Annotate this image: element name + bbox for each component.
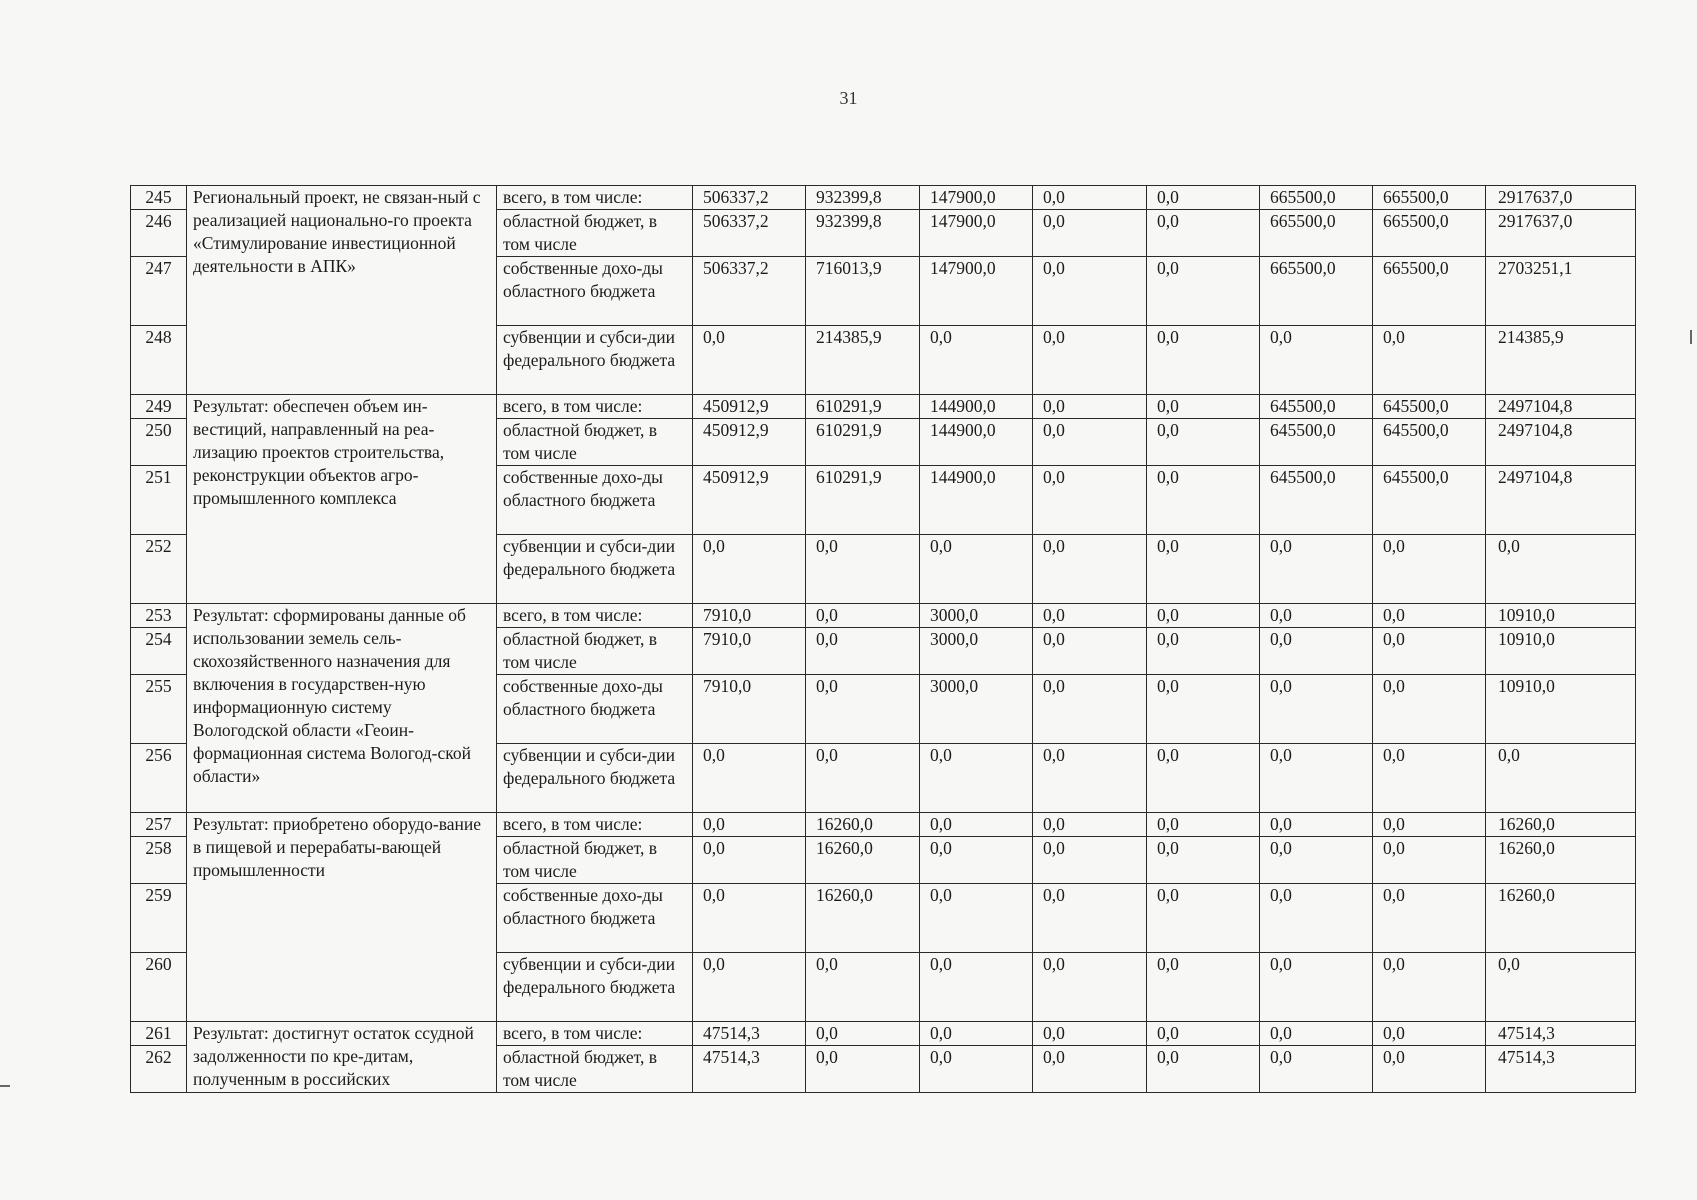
year-value: 645500,0 <box>1260 395 1373 419</box>
year-value: 506337,2 <box>693 257 806 326</box>
budget-table <box>130 185 1636 1093</box>
year-value: 0,0 <box>1033 628 1147 675</box>
funding-source: собственные дохо-ды областного бюджета <box>497 675 693 744</box>
funding-source: собственные дохо-ды областного бюджета <box>497 257 693 326</box>
year-value: 0,0 <box>693 535 806 604</box>
row-number: 245 <box>131 186 187 210</box>
year-value: 47514,3 <box>693 1046 806 1093</box>
year-value: 0,0 <box>1373 837 1486 884</box>
year-value: 0,0 <box>1260 884 1373 953</box>
year-value: 7910,0 <box>693 604 806 628</box>
funding-source: областной бюджет, в том числе <box>497 419 693 466</box>
year-value: 3000,0 <box>920 628 1033 675</box>
year-value: 0,0 <box>1033 953 1147 1022</box>
funding-source: субвенции и субси-дии федерального бюджета <box>497 535 693 604</box>
year-value: 932399,8 <box>806 186 920 210</box>
year-value: 0,0 <box>1260 953 1373 1022</box>
year-value: 0,0 <box>1033 884 1147 953</box>
year-value: 0,0 <box>1033 257 1147 326</box>
year-value: 665500,0 <box>1373 257 1486 326</box>
year-value: 0,0 <box>1147 466 1260 535</box>
total-value: 2703251,1 <box>1486 257 1636 326</box>
row-number: 256 <box>131 744 187 813</box>
table-row <box>131 813 1636 837</box>
year-value: 0,0 <box>806 628 920 675</box>
year-value: 645500,0 <box>1373 419 1486 466</box>
year-value: 0,0 <box>1147 395 1260 419</box>
year-value: 665500,0 <box>1260 210 1373 257</box>
total-value: 47514,3 <box>1486 1046 1636 1093</box>
year-value: 0,0 <box>1033 326 1147 395</box>
year-value: 665500,0 <box>1260 186 1373 210</box>
total-value: 16260,0 <box>1486 813 1636 837</box>
funding-source: всего, в том числе: <box>497 813 693 837</box>
year-value: 0,0 <box>1147 1022 1260 1046</box>
total-value: 0,0 <box>1486 535 1636 604</box>
year-value: 7910,0 <box>693 628 806 675</box>
year-value: 506337,2 <box>693 186 806 210</box>
year-value: 214385,9 <box>806 326 920 395</box>
year-value: 0,0 <box>1373 813 1486 837</box>
total-value: 2497104,8 <box>1486 419 1636 466</box>
year-value: 645500,0 <box>1260 419 1373 466</box>
year-value: 0,0 <box>806 744 920 813</box>
year-value: 47514,3 <box>693 1022 806 1046</box>
year-value: 0,0 <box>1147 813 1260 837</box>
year-value: 0,0 <box>806 604 920 628</box>
item-description: Результат: обеспечен объем ин-вестиций, направленный на реа-лизацию проектов строительства, реконструкции объектов агро-промышленного комплекса <box>187 395 497 604</box>
row-number: 247 <box>131 257 187 326</box>
total-value: 2917637,0 <box>1486 210 1636 257</box>
row-number: 246 <box>131 210 187 257</box>
year-value: 0,0 <box>1147 837 1260 884</box>
year-value: 0,0 <box>1147 884 1260 953</box>
year-value: 0,0 <box>1373 744 1486 813</box>
year-value: 0,0 <box>1260 604 1373 628</box>
year-value: 0,0 <box>1147 628 1260 675</box>
total-value: 16260,0 <box>1486 884 1636 953</box>
funding-source: областной бюджет, в том числе <box>497 628 693 675</box>
scan-edge-mark <box>0 1085 10 1087</box>
year-value: 645500,0 <box>1373 395 1486 419</box>
year-value: 665500,0 <box>1260 257 1373 326</box>
year-value: 0,0 <box>1147 675 1260 744</box>
year-value: 144900,0 <box>920 466 1033 535</box>
year-value: 0,0 <box>1373 675 1486 744</box>
year-value: 7910,0 <box>693 675 806 744</box>
year-value: 0,0 <box>1260 1046 1373 1093</box>
year-value: 0,0 <box>1033 395 1147 419</box>
year-value: 0,0 <box>1147 419 1260 466</box>
year-value: 0,0 <box>1373 535 1486 604</box>
row-number: 259 <box>131 884 187 953</box>
year-value: 0,0 <box>806 1022 920 1046</box>
row-number: 250 <box>131 419 187 466</box>
total-value: 2497104,8 <box>1486 466 1636 535</box>
year-value: 0,0 <box>920 1022 1033 1046</box>
funding-source: собственные дохо-ды областного бюджета <box>497 884 693 953</box>
year-value: 0,0 <box>1147 186 1260 210</box>
year-value: 0,0 <box>1373 326 1486 395</box>
funding-source: всего, в том числе: <box>497 1022 693 1046</box>
year-value: 0,0 <box>1033 813 1147 837</box>
total-value: 2497104,8 <box>1486 395 1636 419</box>
year-value: 0,0 <box>1033 466 1147 535</box>
year-value: 450912,9 <box>693 395 806 419</box>
year-value: 0,0 <box>1033 1022 1147 1046</box>
total-value: 10910,0 <box>1486 675 1636 744</box>
year-value: 0,0 <box>1260 675 1373 744</box>
year-value: 0,0 <box>693 813 806 837</box>
year-value: 144900,0 <box>920 419 1033 466</box>
year-value: 0,0 <box>920 326 1033 395</box>
total-value: 2917637,0 <box>1486 186 1636 210</box>
table-row <box>131 1022 1636 1046</box>
funding-source: всего, в том числе: <box>497 604 693 628</box>
year-value: 0,0 <box>806 535 920 604</box>
total-value: 10910,0 <box>1486 604 1636 628</box>
year-value: 0,0 <box>1033 535 1147 604</box>
page-number: 31 <box>839 88 858 108</box>
year-value: 16260,0 <box>806 813 920 837</box>
year-value: 0,0 <box>1033 837 1147 884</box>
year-value: 0,0 <box>1373 1046 1486 1093</box>
funding-source: субвенции и субси-дии федерального бюджета <box>497 326 693 395</box>
year-value: 147900,0 <box>920 257 1033 326</box>
year-value: 0,0 <box>1260 535 1373 604</box>
year-value: 610291,9 <box>806 395 920 419</box>
year-value: 0,0 <box>806 1046 920 1093</box>
total-value: 0,0 <box>1486 744 1636 813</box>
item-description: Результат: сформированы данные об использовании земель сель-скохозяйственного назначения для включения в государствен-ную информационную систему Вологодской области «Геоин-формационная система Вологод-ской области» <box>187 604 497 813</box>
row-number: 258 <box>131 837 187 884</box>
total-value: 214385,9 <box>1486 326 1636 395</box>
year-value: 144900,0 <box>920 395 1033 419</box>
total-value: 47514,3 <box>1486 1022 1636 1046</box>
year-value: 3000,0 <box>920 604 1033 628</box>
year-value: 147900,0 <box>920 186 1033 210</box>
year-value: 450912,9 <box>693 419 806 466</box>
year-value: 0,0 <box>1033 186 1147 210</box>
year-value: 0,0 <box>693 326 806 395</box>
year-value: 0,0 <box>1033 210 1147 257</box>
year-value: 665500,0 <box>1373 186 1486 210</box>
row-number: 253 <box>131 604 187 628</box>
total-value: 10910,0 <box>1486 628 1636 675</box>
year-value: 0,0 <box>920 884 1033 953</box>
year-value: 0,0 <box>1260 837 1373 884</box>
year-value: 665500,0 <box>1373 210 1486 257</box>
year-value: 0,0 <box>806 953 920 1022</box>
year-value: 0,0 <box>1373 953 1486 1022</box>
row-number: 257 <box>131 813 187 837</box>
year-value: 0,0 <box>1033 675 1147 744</box>
year-value: 0,0 <box>920 813 1033 837</box>
year-value: 0,0 <box>1033 419 1147 466</box>
year-value: 16260,0 <box>806 837 920 884</box>
funding-source: собственные дохо-ды областного бюджета <box>497 466 693 535</box>
year-value: 610291,9 <box>806 419 920 466</box>
funding-source: областной бюджет, в том числе <box>497 837 693 884</box>
table-row <box>131 186 1636 210</box>
year-value: 3000,0 <box>920 675 1033 744</box>
year-value: 0,0 <box>920 837 1033 884</box>
item-description: Региональный проект, не связан-ный с реализацией национально-го проекта «Стимулирование инвестиционной деятельности в АПК» <box>187 186 497 395</box>
total-value: 16260,0 <box>1486 837 1636 884</box>
year-value: 0,0 <box>693 744 806 813</box>
item-description: Результат: приобретено оборудо-вание в пищевой и перерабаты-вающей промышленности <box>187 813 497 1022</box>
year-value: 0,0 <box>1147 210 1260 257</box>
table-row <box>131 395 1636 419</box>
year-value: 0,0 <box>1260 813 1373 837</box>
year-value: 0,0 <box>1260 1022 1373 1046</box>
year-value: 0,0 <box>806 675 920 744</box>
year-value: 450912,9 <box>693 466 806 535</box>
row-number: 262 <box>131 1046 187 1093</box>
year-value: 0,0 <box>1147 604 1260 628</box>
row-number: 255 <box>131 675 187 744</box>
year-value: 0,0 <box>1373 1022 1486 1046</box>
year-value: 0,0 <box>1147 535 1260 604</box>
year-value: 932399,8 <box>806 210 920 257</box>
year-value: 0,0 <box>1147 326 1260 395</box>
year-value: 0,0 <box>1147 257 1260 326</box>
year-value: 0,0 <box>1147 1046 1260 1093</box>
row-number: 252 <box>131 535 187 604</box>
year-value: 0,0 <box>1373 604 1486 628</box>
year-value: 0,0 <box>1147 744 1260 813</box>
year-value: 645500,0 <box>1260 466 1373 535</box>
year-value: 0,0 <box>693 884 806 953</box>
year-value: 506337,2 <box>693 210 806 257</box>
funding-source: всего, в том числе: <box>497 186 693 210</box>
year-value: 16260,0 <box>806 884 920 953</box>
table-row <box>131 604 1636 628</box>
year-value: 0,0 <box>1373 884 1486 953</box>
funding-source: всего, в том числе: <box>497 395 693 419</box>
year-value: 0,0 <box>1260 326 1373 395</box>
year-value: 0,0 <box>1260 744 1373 813</box>
year-value: 0,0 <box>920 1046 1033 1093</box>
row-number: 251 <box>131 466 187 535</box>
total-value: 0,0 <box>1486 953 1636 1022</box>
year-value: 0,0 <box>1147 953 1260 1022</box>
year-value: 0,0 <box>1260 628 1373 675</box>
row-number: 248 <box>131 326 187 395</box>
year-value: 645500,0 <box>1373 466 1486 535</box>
row-number: 260 <box>131 953 187 1022</box>
year-value: 0,0 <box>693 837 806 884</box>
year-value: 0,0 <box>693 953 806 1022</box>
funding-source: областной бюджет, в том числе <box>497 1046 693 1093</box>
item-description: Результат: достигнут остаток ссудной задолженности по кре-дитам, полученным в российских <box>187 1022 497 1093</box>
year-value: 610291,9 <box>806 466 920 535</box>
row-number: 254 <box>131 628 187 675</box>
funding-source: субвенции и субси-дии федерального бюджета <box>497 744 693 813</box>
scan-edge-mark <box>1690 330 1692 344</box>
year-value: 0,0 <box>920 953 1033 1022</box>
year-value: 147900,0 <box>920 210 1033 257</box>
year-value: 0,0 <box>1033 1046 1147 1093</box>
year-value: 0,0 <box>1373 628 1486 675</box>
row-number: 249 <box>131 395 187 419</box>
year-value: 0,0 <box>920 535 1033 604</box>
funding-source: субвенции и субси-дии федерального бюджета <box>497 953 693 1022</box>
year-value: 0,0 <box>1033 744 1147 813</box>
row-number: 261 <box>131 1022 187 1046</box>
year-value: 0,0 <box>920 744 1033 813</box>
funding-source: областной бюджет, в том числе <box>497 210 693 257</box>
year-value: 0,0 <box>1033 604 1147 628</box>
year-value: 716013,9 <box>806 257 920 326</box>
